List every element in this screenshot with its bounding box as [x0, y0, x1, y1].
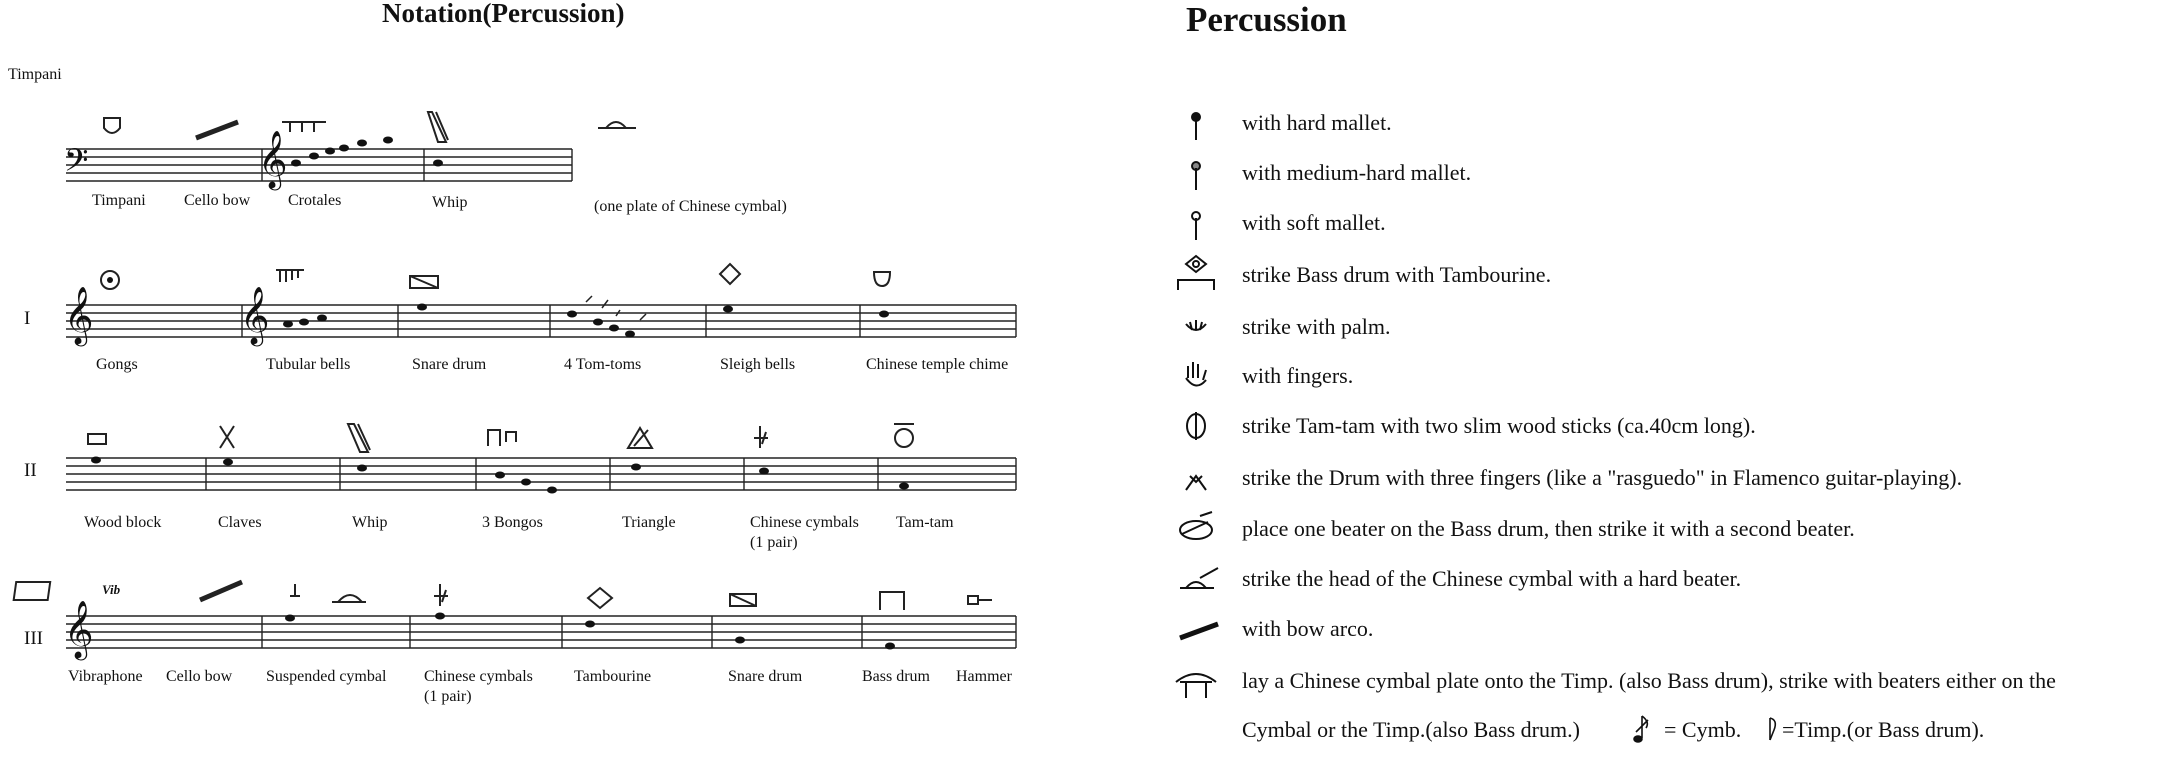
instrument-label: Crotales	[288, 192, 342, 209]
legend-continuation-1: Cymbal or the Timp.(also Bass drum.)	[1242, 717, 1580, 742]
soft-mallet-icon	[1192, 212, 1200, 240]
instrument-label: Chinese cymbals	[750, 514, 859, 531]
treble-clef-icon: 𝄞	[64, 287, 94, 343]
legend-item-text: strike with palm.	[1242, 314, 1391, 339]
instrument-label: Cello bow	[166, 668, 233, 685]
snare-drum-icon	[730, 594, 756, 606]
instrument-label: Tubular bells	[266, 356, 351, 373]
timpani-icon	[104, 118, 120, 133]
suspended-cymbal-icon	[290, 584, 300, 596]
cymbal-on-timp-icon	[1176, 674, 1216, 698]
tambourine-icon	[588, 588, 612, 608]
crotales-icon	[282, 122, 326, 132]
legend-item-text: strike Tam-tam with two slim wood sticks (ca.40cm long).	[1242, 413, 1756, 438]
chinese-cymbals-icon	[434, 584, 448, 606]
instrument-label: Timpani	[92, 192, 146, 209]
percussion-title: Percussion	[1186, 0, 1347, 39]
bow-arco-icon	[1180, 624, 1218, 638]
legend-item-text: with soft mallet.	[1242, 210, 1386, 235]
bass-clef-icon: 𝄢	[64, 144, 89, 186]
legend-item-text: with medium-hard mallet.	[1242, 160, 1472, 185]
bass-drum-icon	[880, 592, 904, 610]
cymbal-head-icon	[1180, 568, 1218, 588]
sleigh-bells-icon	[720, 264, 740, 284]
instrument-label: 3 Bongos	[482, 514, 543, 531]
claves-icon	[220, 426, 234, 448]
chinese-cymbals-icon	[754, 426, 768, 448]
timp-note-icon	[1770, 718, 1775, 740]
legend-item-text: with hard mallet.	[1242, 110, 1392, 135]
tom-tom-strokes	[586, 296, 646, 320]
palm-icon	[1186, 320, 1206, 330]
instrument-label: Chinese cymbals	[424, 668, 533, 685]
instrument-label: Vibraphone	[68, 668, 143, 685]
treble-clef-icon: 𝄞	[64, 601, 94, 657]
legend-item-text: strike Bass drum with Tambourine.	[1242, 262, 1552, 287]
chinese-cymbal-plate-icon	[598, 122, 636, 128]
treble-clef-icon: 𝄞	[258, 131, 288, 187]
wood-sticks-icon	[1187, 412, 1205, 440]
cello-bow-icon	[200, 582, 242, 600]
instrument-label: (one plate of Chinese cymbal)	[594, 198, 787, 215]
whip-icon	[428, 112, 448, 142]
bass-drum-tambourine-icon	[1178, 256, 1214, 290]
hammer-icon	[968, 596, 992, 604]
instrument-note: (1 pair)	[424, 688, 472, 705]
instrument-note: (1 pair)	[750, 534, 798, 551]
triangle-icon	[628, 428, 652, 448]
instrument-label: Triangle	[622, 514, 676, 531]
legend-item-text: strike the head of the Chinese cymbal with a hard beater.	[1242, 566, 1742, 591]
hard-mallet-icon	[1192, 113, 1200, 140]
vib-box	[14, 582, 51, 600]
instrument-label: Hammer	[956, 668, 1012, 685]
three-fingers-icon	[1186, 476, 1206, 490]
cello-bow-icon	[196, 122, 238, 138]
fingers-icon	[1186, 362, 1206, 386]
legend-item-text: with bow arco.	[1242, 616, 1374, 641]
timpani-section-label: Timpani	[8, 66, 62, 83]
instrument-label: Snare drum	[412, 356, 487, 373]
notation-title: Notation(Percussion)	[382, 0, 625, 28]
instrument-label: Claves	[218, 514, 262, 531]
instrument-label: Sleigh bells	[720, 356, 796, 373]
wood-block-icon	[88, 434, 106, 444]
bongos-icon	[488, 430, 516, 446]
instrument-label: Tambourine	[574, 668, 652, 685]
instrument-label: Whip	[432, 194, 468, 211]
instrument-label: Cello bow	[184, 192, 251, 209]
grace-note-icon	[1634, 716, 1648, 742]
instrument-label: Bass drum	[862, 668, 930, 685]
tam-tam-icon	[895, 429, 913, 447]
legend-item-text: strike the Drum with three fingers (like a "rasguedo" in Flamenco guitar-playing).	[1242, 465, 1963, 490]
vib-tag: Vib	[102, 582, 121, 597]
snare-drum-icon	[410, 276, 438, 288]
cymbal-on-stand-icon	[332, 595, 366, 602]
instrument-label: Tam-tam	[896, 514, 954, 531]
instrument-label: 4 Tom-toms	[564, 356, 642, 373]
beater-on-drum-icon	[1180, 512, 1212, 539]
row-label-II: II	[24, 460, 37, 481]
note-glyphs	[0, 0, 1, 1]
legend-item-text: place one beater on the Bass drum, then strike it with a second beater.	[1242, 516, 1855, 541]
row-label-I: I	[24, 308, 31, 329]
legend-continuation-3: =Timp.(or Bass drum).	[1782, 717, 1985, 742]
medium-hard-mallet-icon	[1192, 162, 1200, 190]
instrument-label: Wood block	[84, 514, 162, 531]
temple-chime-icon	[874, 272, 890, 286]
instrument-label: Suspended cymbal	[266, 668, 387, 685]
legend-item-text: lay a Chinese cymbal plate onto the Timp. (also Bass drum), strike with beaters either on the	[1242, 668, 2056, 693]
row-label-III: III	[24, 628, 43, 649]
instrument-label: Chinese temple chime	[866, 356, 1009, 373]
instrument-label: Gongs	[96, 356, 138, 373]
instrument-label: Whip	[352, 514, 388, 531]
whip-icon	[348, 424, 370, 452]
legend-item-text: with fingers.	[1242, 363, 1354, 388]
tubular-bells-icon	[276, 270, 304, 282]
treble-clef-icon: 𝄞	[240, 287, 270, 343]
legend-continuation-2: = Cymb.	[1664, 717, 1742, 742]
instrument-label: Snare drum	[728, 668, 803, 685]
